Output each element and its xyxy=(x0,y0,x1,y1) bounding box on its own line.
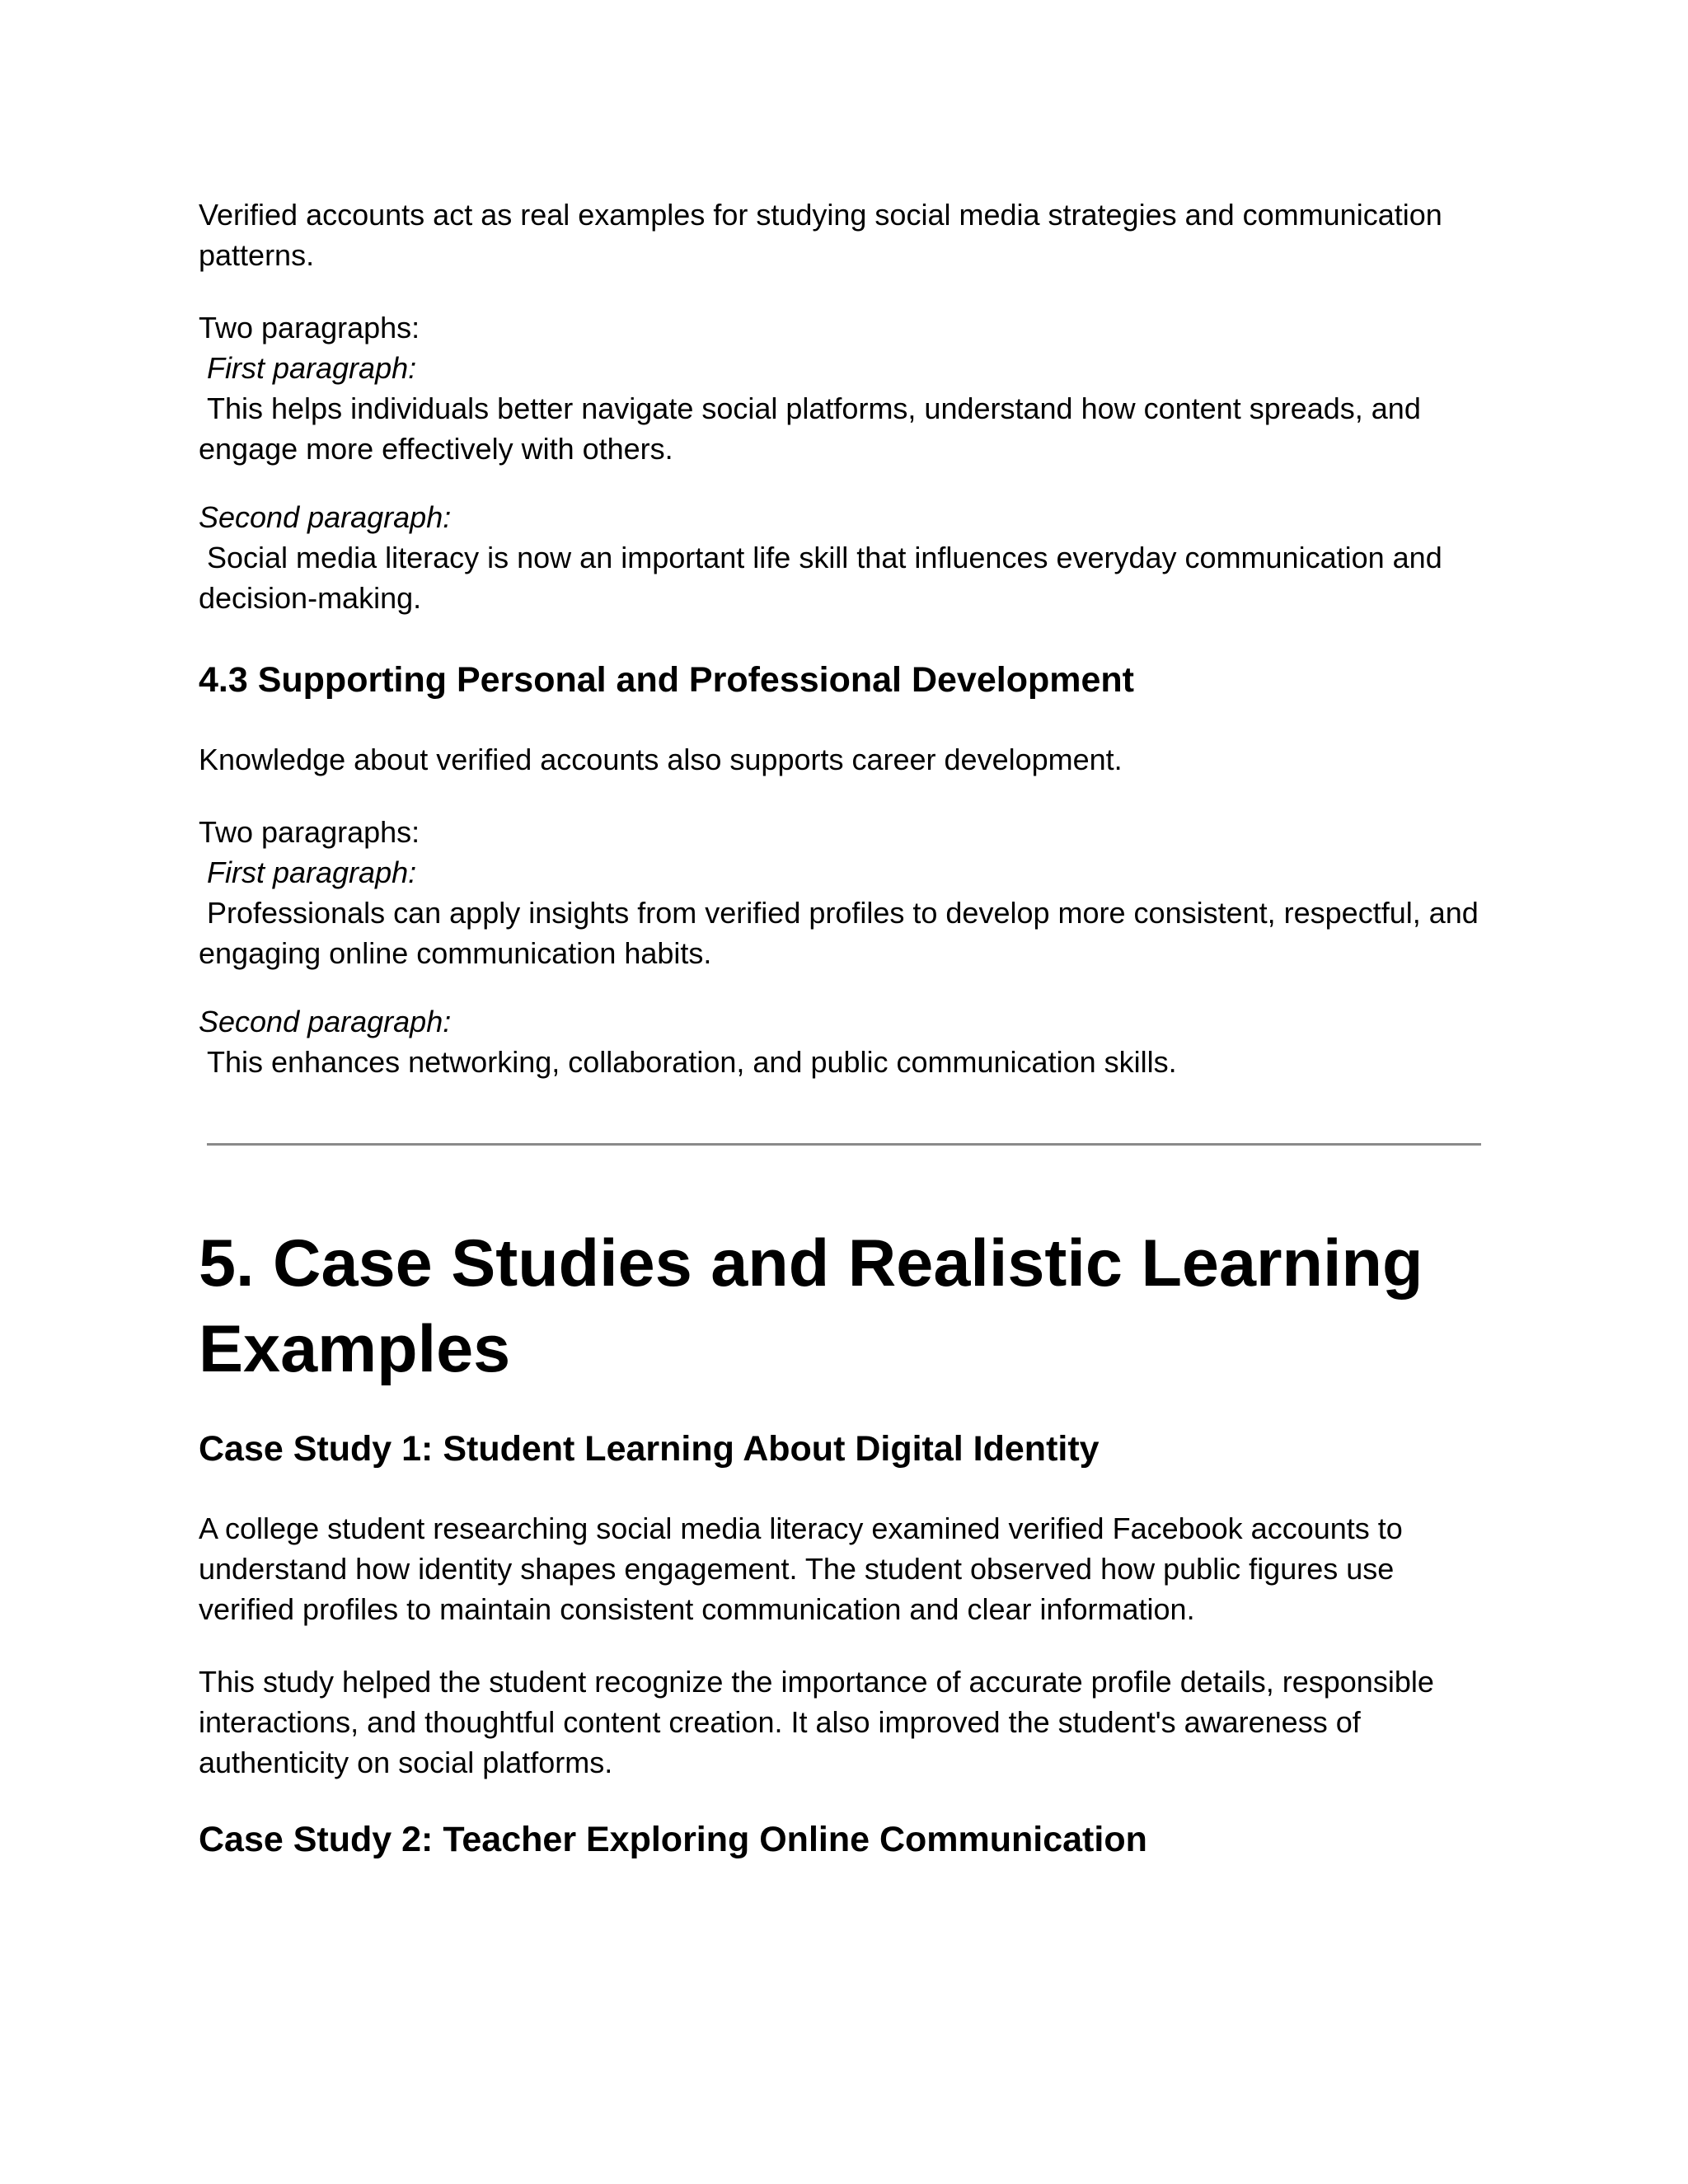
body-text: Knowledge about verified accounts also supports career development. xyxy=(199,743,1123,776)
second-paragraph-block-1 xyxy=(199,497,1484,618)
body-text: A college student researching social media literacy examined verified Facebook accounts to understand how identity shapes engagement. The student observed how public figures use verified profiles to maintain consistent communication and clear information. xyxy=(199,1511,1403,1626)
two-paragraphs-block-1 xyxy=(199,307,1484,469)
heading-section-5 xyxy=(199,1221,1484,1392)
case-study-title: Case Study 1: Student Learning About Digital Identity xyxy=(199,1429,1100,1469)
case-study-title: Case Study 2: Teacher Exploring Online Communication xyxy=(199,1820,1147,1859)
body-text: This study helped the student recognize the importance of accurate profile details, responsible interactions, and thoughtful content creation. It also improved the student's awareness of authenticity on social platforms. xyxy=(199,1665,1434,1779)
first-paragraph-label: First paragraph: xyxy=(207,855,417,889)
case-study-1-para-1 xyxy=(199,1508,1484,1629)
horizontal-divider xyxy=(207,1143,1481,1146)
paragraph-verified-accounts xyxy=(199,194,1484,275)
two-paragraphs-label: Two paragraphs: xyxy=(199,815,420,849)
section-heading: 4.3 Supporting Personal and Professional Development xyxy=(199,660,1134,700)
first-paragraph-text: Professionals can apply insights from verified profiles to develop more consistent, respectful, and engaging online communication habits. xyxy=(199,896,1479,970)
heading-4-3 xyxy=(199,657,1484,703)
case-study-1-para-2 xyxy=(199,1661,1484,1783)
first-paragraph-label: First paragraph: xyxy=(207,351,417,385)
second-paragraph-block-2 xyxy=(199,1001,1484,1082)
chapter-heading: 5. Case Studies and Realistic Learning Examples xyxy=(199,1226,1423,1386)
second-paragraph-label: Second paragraph: xyxy=(199,1005,452,1038)
paragraph-career xyxy=(199,739,1484,780)
second-paragraph-label: Second paragraph: xyxy=(199,500,452,534)
first-paragraph-text: This helps individuals better navigate social platforms, understand how content spreads, and engage more effectively with others. xyxy=(199,391,1421,466)
two-paragraphs-block-2 xyxy=(199,812,1484,973)
case-study-2-heading xyxy=(199,1816,1484,1863)
case-study-1-heading xyxy=(199,1426,1484,1472)
body-text: Verified accounts act as real examples for studying social media strategies and communication patterns. xyxy=(199,198,1442,272)
two-paragraphs-label: Two paragraphs: xyxy=(199,311,420,344)
second-paragraph-text: Social media literacy is now an important life skill that influences everyday communication and decision-making. xyxy=(199,541,1442,615)
second-paragraph-text: This enhances networking, collaboration, and public communication skills. xyxy=(207,1045,1177,1079)
